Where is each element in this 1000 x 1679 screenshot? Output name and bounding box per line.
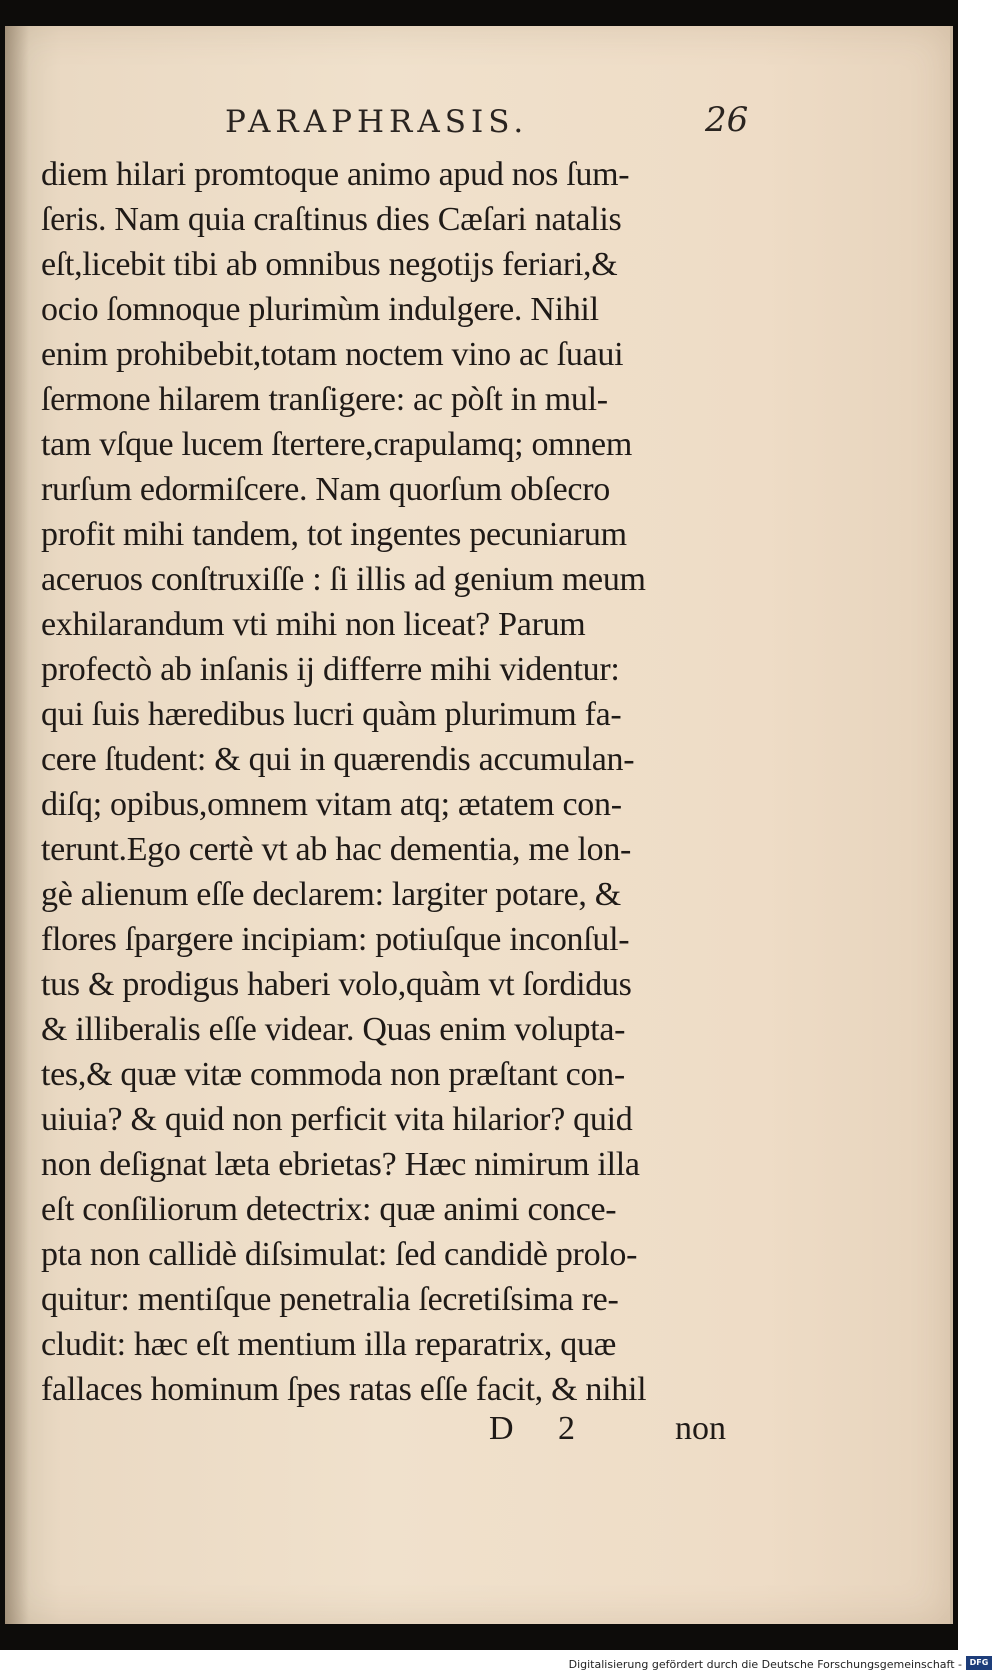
catchword: non — [675, 1410, 726, 1447]
text-line: profit mihi tandem, tot ingentes pecuniarum — [41, 516, 627, 553]
signature-mark: D 2 — [489, 1410, 594, 1447]
text-line: tam vſque lucem ſtertere,crapulamq; omnem — [41, 426, 632, 463]
text-line: diſq; opibus,omnem vitam atq; ætatem con- — [41, 786, 622, 823]
text-line: cludit: hæc eſt mentium illa reparatrix, quæ — [41, 1326, 617, 1363]
text-line: ſeris. Nam quia craſtinus dies Cæſari natalis — [41, 201, 622, 238]
text-line: flores ſpargere incipiam: potiuſque inconſul- — [41, 921, 630, 958]
text-line: rurſum edormiſcere. Nam quorſum obſecro — [41, 471, 610, 508]
text-line: pta non callidè diſsimulat: ſed candidè prolo- — [41, 1236, 638, 1273]
text-line: qui ſuis hæredibus lucri quàm plurimum fa- — [41, 696, 622, 733]
text-line: uiuia? & quid non perficit vita hilarior? quid — [41, 1101, 633, 1138]
book-page — [5, 26, 953, 1624]
text-line: & illiberalis eſſe videar. Quas enim volupta- — [41, 1011, 626, 1048]
text-line: cere ſtudent: & qui in quærendis accumulan- — [41, 741, 635, 778]
text-line: eſt,licebit tibi ab omnibus negotijs feriari,& — [41, 246, 618, 283]
gutter-shadow — [5, 26, 29, 1624]
text-line: quitur: mentiſque penetralia ſecretiſsima re- — [41, 1281, 619, 1318]
text-line: diem hilari promtoque animo apud nos ſum- — [41, 156, 630, 193]
page-number: 26 — [705, 100, 749, 140]
footer-bar — [0, 1650, 1000, 1679]
text-line: aceruos conſtruxiſſe : ſi illis ad genium meum — [41, 561, 646, 598]
text-line: gè alienum eſſe declarem: largiter potare, & — [41, 876, 621, 913]
text-line: ſermone hilarem tranſigere: ac pòſt in mul- — [41, 381, 608, 418]
text-block — [41, 152, 751, 1412]
text-line: terunt.Ego certè vt ab hac dementia, me lon- — [41, 831, 632, 868]
text-line: non deſignat læta ebrietas? Hæc nimirum illa — [41, 1146, 640, 1183]
text-line: ocio ſomnoque plurimùm indulgere. Nihil — [41, 291, 599, 328]
dfg-logo: DFG — [966, 1656, 992, 1670]
footer-credit: Digitalisierung gefördert durch die Deutsche Forschungsgemeinschaft - — [568, 1658, 962, 1671]
text-line: tus & prodigus haberi volo,quàm vt ſordidus — [41, 966, 632, 1003]
text-line: fallaces hominum ſpes ratas eſſe facit, & nihil — [41, 1371, 647, 1408]
running-head: PARAPHRASIS. — [225, 104, 529, 140]
text-line: profectò ab inſanis ij differre mihi videntur: — [41, 651, 620, 688]
text-line: exhilarandum vti mihi non liceat? Parum — [41, 606, 586, 643]
text-line: eſt conſiliorum detectrix: quæ animi conce- — [41, 1191, 617, 1228]
text-line: tes,& quæ vitæ commoda non præſtant con- — [41, 1056, 625, 1093]
text-line: enim prohibebit,totam noctem vino ac ſuaui — [41, 336, 624, 373]
